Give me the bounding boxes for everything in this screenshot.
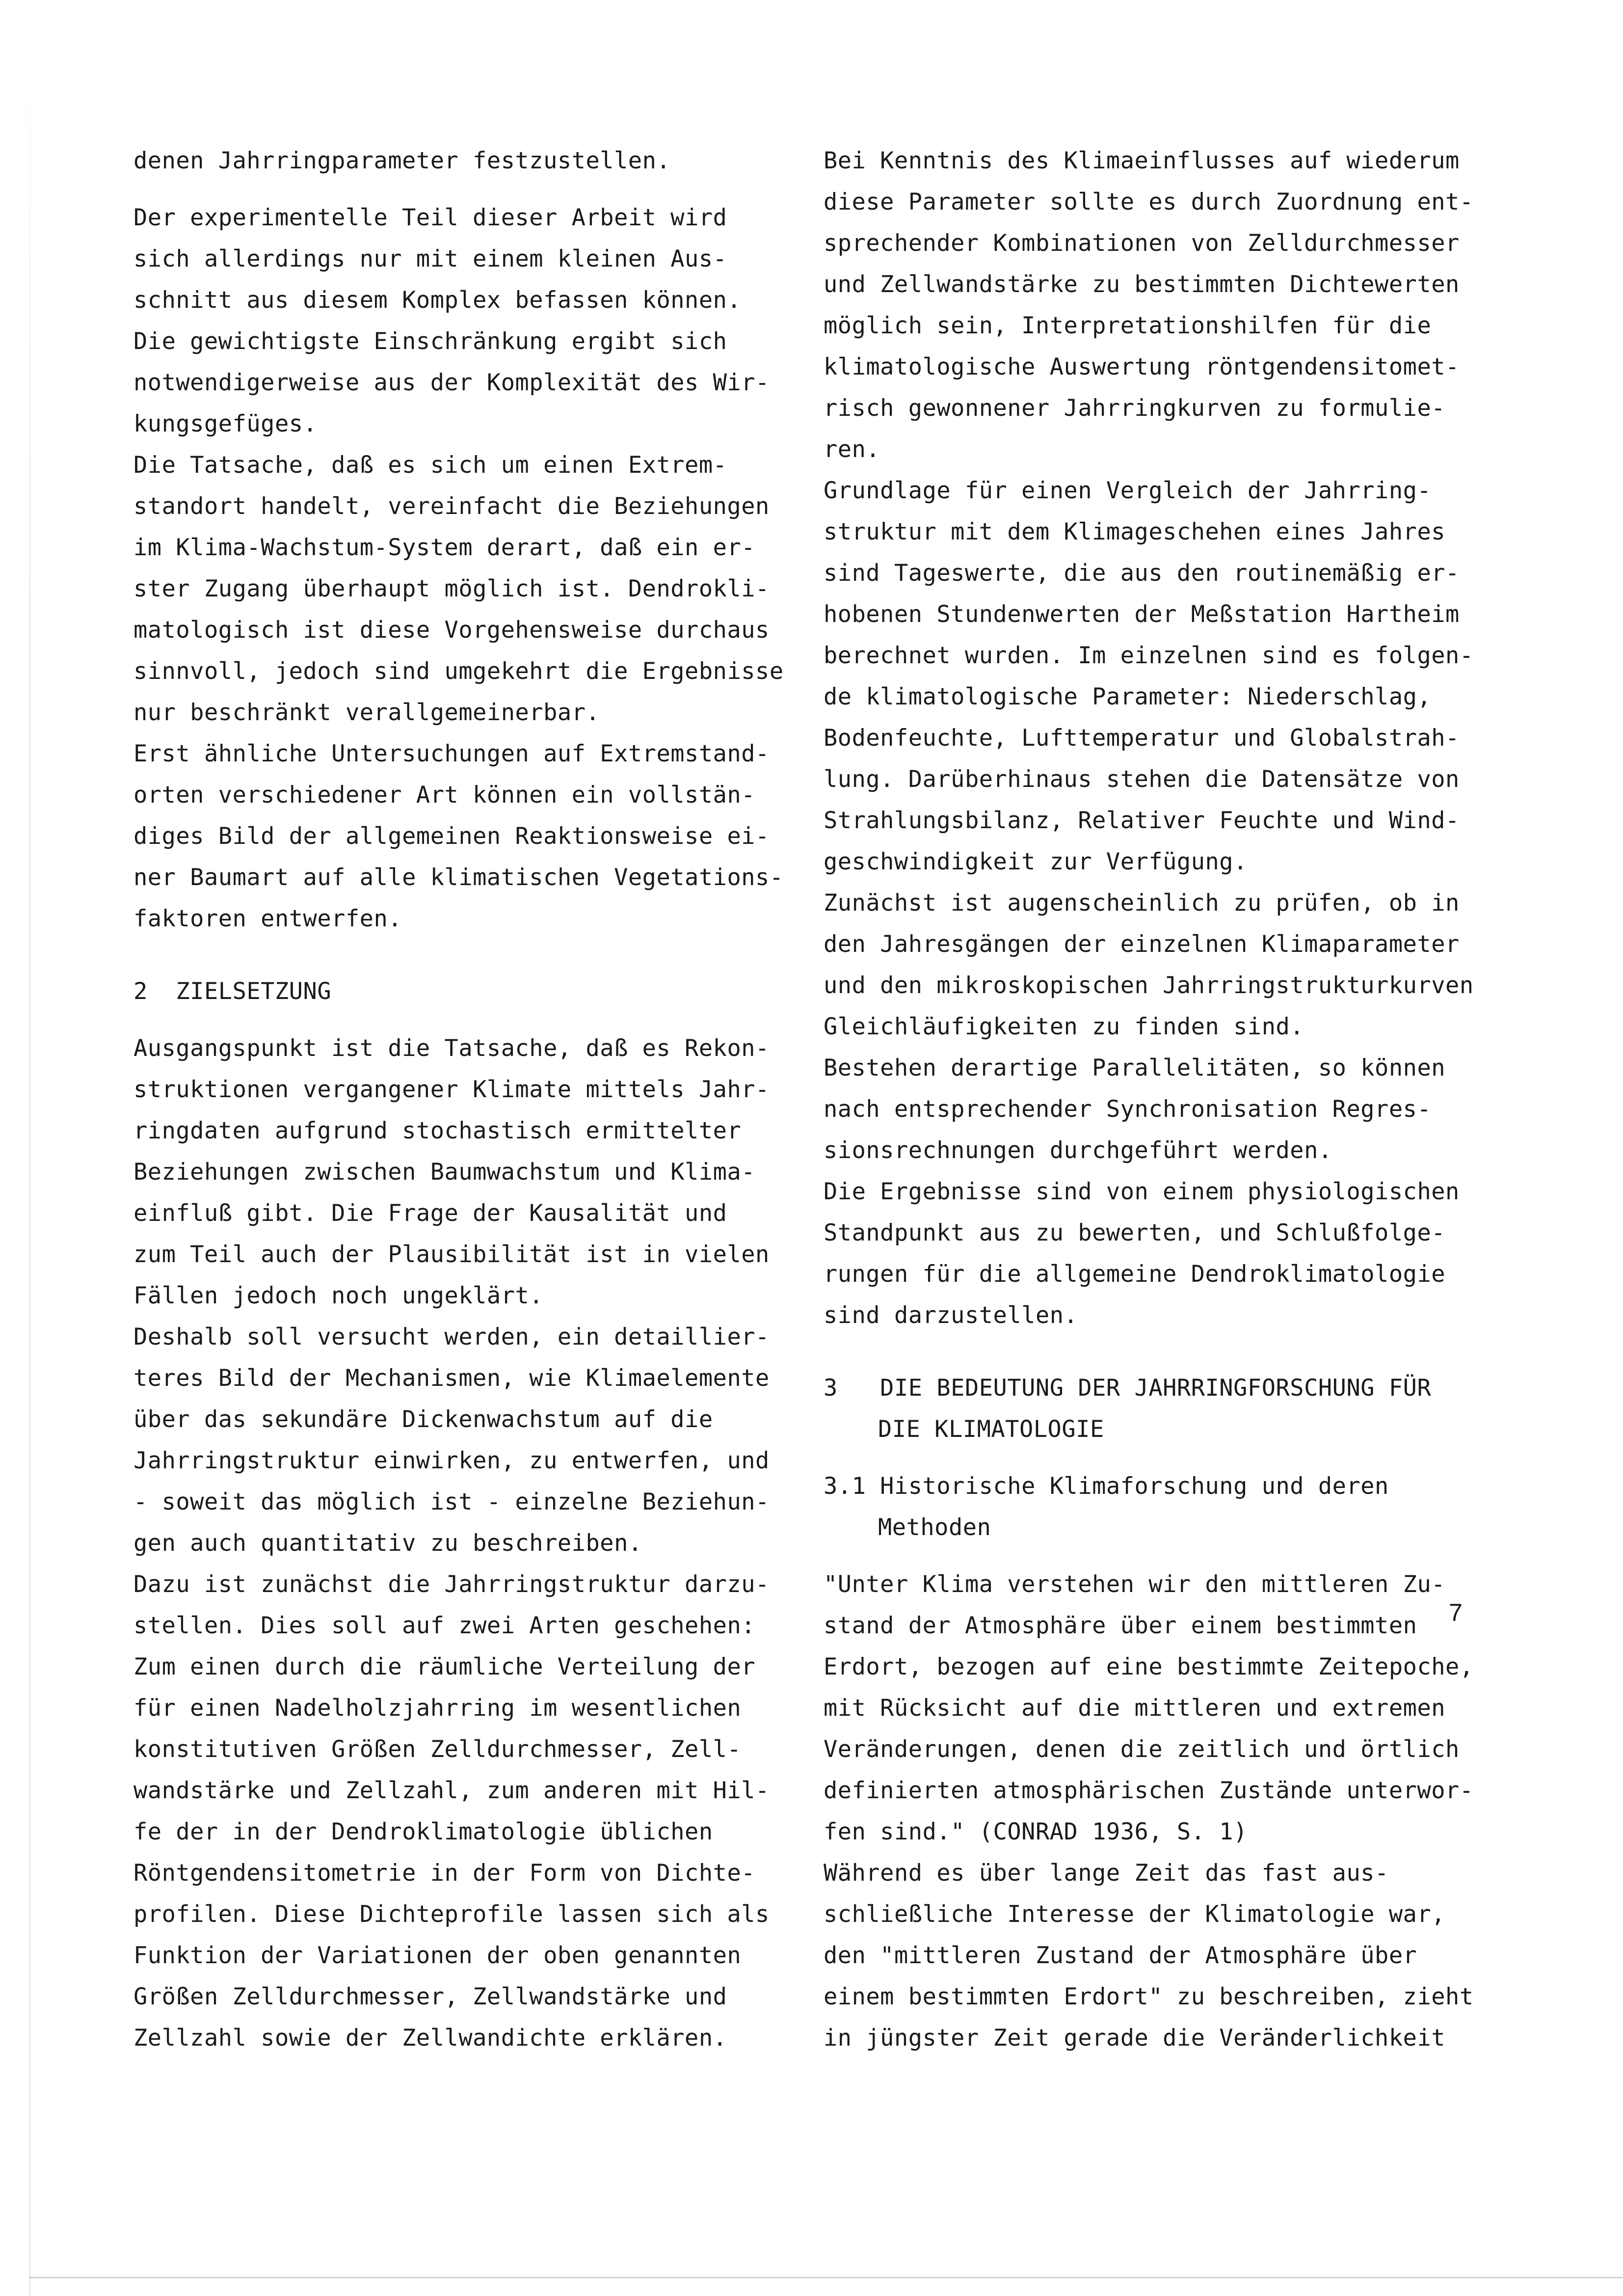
right-column-line-8: ren.: [824, 436, 880, 463]
right-column-line-43: den "mittleren Zustand der Atmosphäre über: [824, 1942, 1417, 1969]
right-column-line-35: stand der Atmosphäre über einem bestimmten: [824, 1612, 1417, 1639]
left-column-line-39: wandstärke und Zellzahl, zum anderen mit Hil-: [133, 1777, 770, 1804]
left-column-line-1: denen Jahrringparameter festzustellen.: [133, 147, 671, 174]
left-column-line-43: Funktion der Variationen der oben genannten: [133, 1942, 742, 1969]
left-column-line-27: Fällen jedoch noch ungeklärt.: [133, 1282, 544, 1309]
left-column-line-17: diges Bild der allgemeinen Reaktionsweise ei-: [133, 823, 770, 850]
left-column-line-45: Zellzahl sowie der Zellwandichte erklären.: [133, 2025, 727, 2052]
right-column-line-39: definierten atmosphärischen Zustände unterwor-: [824, 1777, 1474, 1804]
right-column-line-41: Während es über lange Zeit das fast aus-: [824, 1860, 1389, 1887]
left-column-line-10: im Klima-Wachstum-System derart, daß ein er-: [133, 534, 756, 561]
left-column-line-20: 2 ZIELSETZUNG: [133, 978, 332, 1005]
left-column-line-12: matologisch ist diese Vorgehensweise durchaus: [133, 617, 770, 644]
right-column-line-38: Veränderungen, denen die zeitlich und örtlich: [824, 1736, 1460, 1763]
left-column-line-4: schnitt aus diesem Komplex befassen können.: [133, 287, 742, 314]
right-column-line-7: risch gewonnener Jahrringkurven zu formulie-: [824, 395, 1446, 422]
left-column-line-19: faktoren entwerfen.: [133, 905, 402, 932]
right-column-line-28: rungen für die allgemeine Dendroklimatologie: [824, 1261, 1446, 1288]
right-column-line-20: den Jahresgängen der einzelnen Klimaparameter: [824, 931, 1460, 958]
right-column-line-12: hobenen Stundenwerten der Meßstation Hartheim: [824, 601, 1460, 628]
right-column-line-2: diese Parameter sollte es durch Zuordnung ent-: [824, 189, 1474, 216]
right-column-line-22: Gleichläufigkeiten zu finden sind.: [824, 1013, 1304, 1040]
left-column-line-11: ster Zugang überhaupt möglich ist. Dendrokli-: [133, 575, 770, 602]
left-column-line-29: teres Bild der Mechanismen, wie Klimaelemente: [133, 1365, 770, 1392]
left-column-line-30: über das sekundäre Dickenwachstum auf die: [133, 1406, 713, 1433]
right-column-line-42: schließliche Interesse der Klimatologie war,: [824, 1901, 1446, 1928]
right-column-line-21: und den mikroskopischen Jahrringstrukturkurven: [824, 972, 1474, 999]
left-column-line-37: für einen Nadelholzjahrring im wesentlichen: [133, 1695, 742, 1722]
left-column-line-23: ringdaten aufgrund stochastisch ermittelter: [133, 1117, 742, 1144]
right-column-line-34: "Unter Klima verstehen wir den mittleren Zu-: [824, 1571, 1446, 1598]
left-column-line-6: notwendigerweise aus der Komplexität des Wir-: [133, 369, 770, 396]
scan-edge-bottom: [29, 2277, 1623, 2278]
right-column-line-24: nach entsprechender Synchronisation Regres-: [824, 1096, 1432, 1123]
left-column-line-35: stellen. Dies soll auf zwei Arten geschehen:: [133, 1612, 756, 1639]
left-column-line-24: Beziehungen zwischen Baumwachstum und Klima-: [133, 1159, 756, 1186]
right-column-line-36: Erdort, bezogen auf eine bestimmte Zeitepoche,: [824, 1653, 1474, 1680]
right-column-line-10: struktur mit dem Klimageschehen eines Jahres: [824, 518, 1446, 545]
left-column-line-21: Ausgangspunkt ist die Tatsache, daß es Rekon-: [133, 1035, 770, 1062]
right-column-line-25: sionsrechnungen durchgeführt werden.: [824, 1137, 1332, 1164]
left-column-line-42: profilen. Diese Dichteprofile lassen sich als: [133, 1901, 770, 1928]
left-column-line-9: standort handelt, vereinfacht die Beziehungen: [133, 493, 770, 520]
page-number: 7: [1449, 1599, 1463, 1626]
right-column-line-14: de klimatologische Parameter: Niederschlag,: [824, 683, 1432, 710]
left-column-line-7: kungsgefüges.: [133, 410, 318, 437]
left-column-line-25: einfluß gibt. Die Frage der Kausalität und: [133, 1200, 727, 1227]
right-column-line-3: sprechender Kombinationen von Zelldurchmesser: [824, 230, 1460, 257]
left-column-line-5: Die gewichtigste Einschränkung ergibt sich: [133, 328, 727, 355]
left-column-line-16: orten verschiedener Art können ein vollstän-: [133, 782, 756, 809]
right-column-line-16: lung. Darüberhinaus stehen die Datensätze von: [824, 766, 1460, 793]
left-column-line-44: Größen Zelldurchmesser, Zellwandstärke und: [133, 1983, 727, 2010]
left-column-line-22: struktionen vergangener Klimate mittels Jahr-: [133, 1076, 770, 1103]
right-column-line-1: Bei Kenntnis des Klimaeinflusses auf wiederum: [824, 147, 1460, 174]
right-column-line-37: mit Rücksicht auf die mittleren und extremen: [824, 1695, 1446, 1722]
right-column-line-19: Zunächst ist augenscheinlich zu prüfen, ob in: [824, 890, 1460, 917]
right-column-line-9: Grundlage für einen Vergleich der Jahrring-: [824, 477, 1432, 504]
right-column-line-45: in jüngster Zeit gerade die Veränderlichkeit: [824, 2025, 1446, 2052]
left-column-line-33: gen auch quantitativ zu beschreiben.: [133, 1530, 642, 1557]
left-column-line-34: Dazu ist zunächst die Jahrringstruktur darzu-: [133, 1571, 770, 1598]
right-column-line-17: Strahlungsbilanz, Relativer Feuchte und Wind-: [824, 807, 1460, 834]
left-column-line-41: Röntgendensitometrie in der Form von Dichte-: [133, 1860, 756, 1887]
left-column-line-40: fe der in der Dendroklimatologie üblichen: [133, 1818, 713, 1845]
right-column-line-29: sind darzustellen.: [824, 1302, 1078, 1329]
left-column-line-14: nur beschränkt verallgemeinerbar.: [133, 699, 600, 726]
right-column-line-33: Methoden: [878, 1514, 991, 1541]
right-column-line-40: fen sind." (CONRAD 1936, S. 1): [824, 1818, 1248, 1845]
left-column-line-2: Der experimentelle Teil dieser Arbeit wird: [133, 204, 727, 231]
right-column-line-18: geschwindigkeit zur Verfügung.: [824, 848, 1248, 875]
right-column-line-44: einem bestimmten Erdort" zu beschreiben, zieht: [824, 1983, 1474, 2010]
right-column-line-31: DIE KLIMATOLOGIE: [878, 1416, 1104, 1443]
right-column-line-26: Die Ergebnisse sind von einem physiologischen: [824, 1178, 1460, 1205]
right-column-line-27: Standpunkt aus zu bewerten, und Schlußfolge-: [824, 1219, 1446, 1246]
right-column-line-4: und Zellwandstärke zu bestimmten Dichtewerten: [824, 271, 1460, 298]
right-column-line-13: berechnet wurden. Im einzelnen sind es folgen-: [824, 642, 1474, 669]
right-column-line-11: sind Tageswerte, die aus den routinemäßig er-: [824, 560, 1460, 587]
left-column-line-15: Erst ähnliche Untersuchungen auf Extremstand-: [133, 740, 770, 767]
right-column-line-23: Bestehen derartige Parallelitäten, so können: [824, 1054, 1446, 1081]
left-column-line-18: ner Baumart auf alle klimatischen Vegetations-: [133, 864, 784, 891]
left-column-line-36: Zum einen durch die räumliche Verteilung der: [133, 1653, 756, 1680]
left-column-line-8: Die Tatsache, daß es sich um einen Extrem-: [133, 452, 727, 479]
left-column-line-26: zum Teil auch der Plausibilität ist in vielen: [133, 1241, 770, 1268]
left-column-line-31: Jahrringstruktur einwirken, zu entwerfen, und: [133, 1447, 770, 1474]
right-column-line-30: 3 DIE BEDEUTUNG DER JAHRRINGFORSCHUNG FÜR: [824, 1375, 1432, 1402]
right-column-line-32: 3.1 Historische Klimaforschung und deren: [824, 1473, 1389, 1500]
right-column-line-5: möglich sein, Interpretationshilfen für die: [824, 312, 1432, 339]
right-column-line-6: klimatologische Auswertung röntgendensitomet-: [824, 353, 1460, 380]
left-column-line-32: - soweit das möglich ist - einzelne Beziehun-: [133, 1488, 770, 1515]
right-column-line-15: Bodenfeuchte, Lufttemperatur und Globalstrah-: [824, 725, 1460, 752]
left-column-line-3: sich allerdings nur mit einem kleinen Aus-: [133, 245, 727, 272]
left-column-line-38: konstitutiven Größen Zelldurchmesser, Zell-: [133, 1736, 742, 1763]
left-column-line-28: Deshalb soll versucht werden, ein detaillier-: [133, 1324, 770, 1351]
left-column-line-13: sinnvoll, jedoch sind umgekehrt die Ergebnisse: [133, 658, 784, 685]
scan-edge-left: [29, 0, 30, 2296]
